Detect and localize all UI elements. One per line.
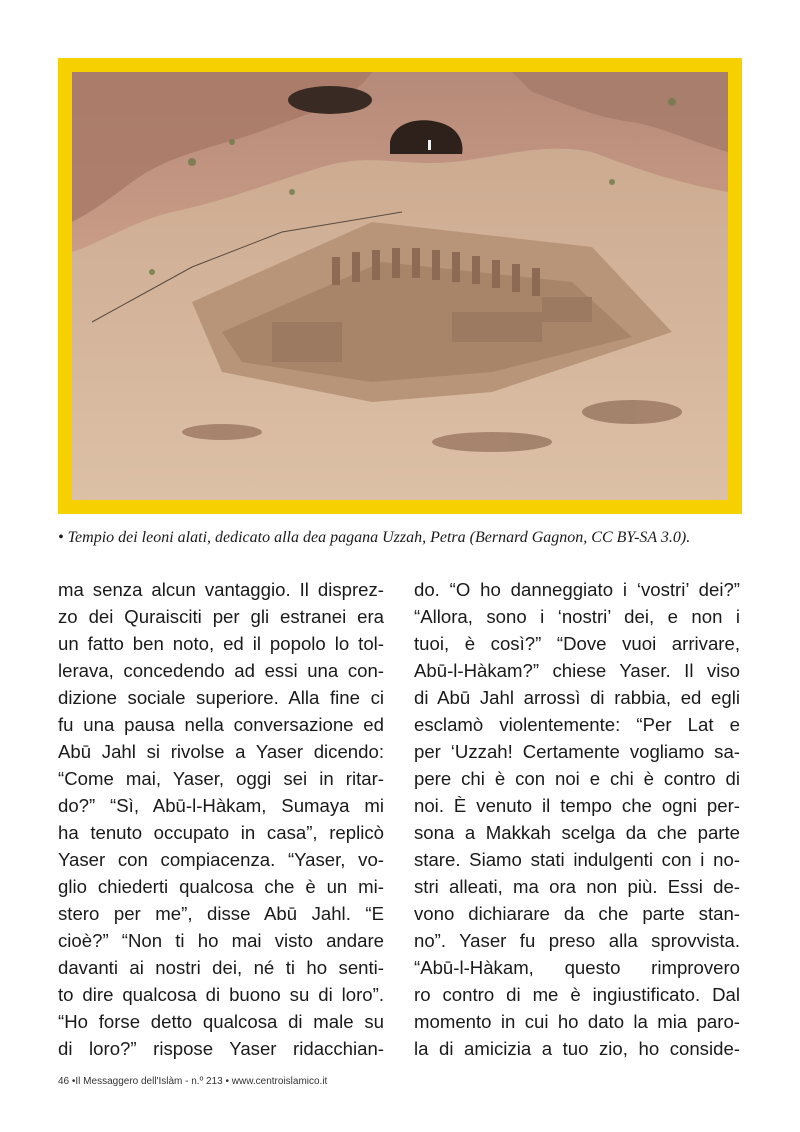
right-column-line: pere chi è con noi e chi è contro di <box>414 768 740 789</box>
right-column-line: do. “O ho danneggiato i ‘vostri’ dei?” <box>414 579 740 600</box>
right-column-line: Abū-l-Hàkam?” chiese Yaser. Il viso <box>414 660 740 681</box>
right-column-line: “Allora, sono i ‘nostri’ dei, e non i <box>414 606 740 627</box>
right-column-line: “Abū-l-Hàkam, questo rimprovero <box>414 957 740 978</box>
left-column-line: “Ho forse detto qualcosa di male su <box>58 1011 384 1032</box>
right-column-line: noi. È venuto il tempo che ogni per- <box>414 795 740 816</box>
left-column-line: dizione sociale superiore. Alla fine ci <box>58 687 384 708</box>
left-column-line: to dire qualcosa di buono su di loro”. <box>58 984 384 1005</box>
left-column-line: cioè?” “Non ti ho mai visto andare <box>58 930 384 951</box>
left-column-line: “Come mai, Yaser, oggi sei in ritar- <box>58 768 384 789</box>
right-column-line: ro contro di me è ingiustificato. Dal <box>414 984 740 1005</box>
left-column-line: Yaser con compiacenza. “Yaser, vo- <box>58 849 384 870</box>
right-column-line: tuoi, è così?” “Dove vuoi arrivare, <box>414 633 740 654</box>
left-column-line: Abū Jahl si rivolse a Yaser dicendo: <box>58 741 384 762</box>
right-column-line: vono dichiarare da che parte stan- <box>414 903 740 924</box>
left-column-line: ha tenuto occupato in casa”, replicò <box>58 822 384 843</box>
right-column-line: la di amicizia a tuo zio, ho conside- <box>414 1038 740 1059</box>
left-column-line: di loro?” rispose Yaser ridacchian- <box>58 1038 384 1059</box>
left-column-line: glio chiederti qualcosa che è un mi- <box>58 876 384 897</box>
left-column-line: davanti ai nostri dei, né ti ho senti- <box>58 957 384 978</box>
right-column-line: stare. Siamo stati indulgenti con i no- <box>414 849 740 870</box>
photo-frame <box>58 58 742 514</box>
left-column-line: ma senza alcun vantaggio. Il disprez- <box>58 579 384 600</box>
right-column-line: momento in cui ho dato la mia paro- <box>414 1011 740 1032</box>
page-footer: 46 •Il Messaggero dell'Islàm - n.º 213 • www.centroislamico.it <box>58 1076 328 1087</box>
right-column-line: per ‘Uzzah! Certamente vogliamo sa- <box>414 741 740 762</box>
right-column-line: esclamò violentemente: “Per Lat e <box>414 714 740 735</box>
left-column-line: zo dei Quraisciti per gli estranei era <box>58 606 384 627</box>
left-column-line: fu una pausa nella conversazione ed <box>58 714 384 735</box>
right-column-line: sona a Makkah scelga da che parte <box>414 822 740 843</box>
right-column-line: no”. Yaser fu preso alla sprovvista. <box>414 930 740 951</box>
right-column-line: di Abū Jahl arrossì di rabbia, ed egli <box>414 687 740 708</box>
petra-temple-photo <box>72 72 728 500</box>
left-column-line: do?” “Sì, Abū-l-Hàkam, Sumaya mi <box>58 795 384 816</box>
left-column-line: lerava, concedendo ad essi una con- <box>58 660 384 681</box>
figure-caption: • Tempio dei leoni alati, dedicato alla dea pagana Uzzah, Petra (Bernard Gagnon, CC BY-SA 3.0). <box>58 529 691 546</box>
article-column-right <box>414 576 740 1062</box>
article-column-left <box>58 576 384 1062</box>
right-column-line: stri alleati, ma ora non più. Essi de- <box>414 876 740 897</box>
left-column-line: stero per me”, disse Abū Jahl. “E <box>58 903 384 924</box>
left-column-line: un fatto ben noto, ed il popolo lo tol- <box>58 633 384 654</box>
